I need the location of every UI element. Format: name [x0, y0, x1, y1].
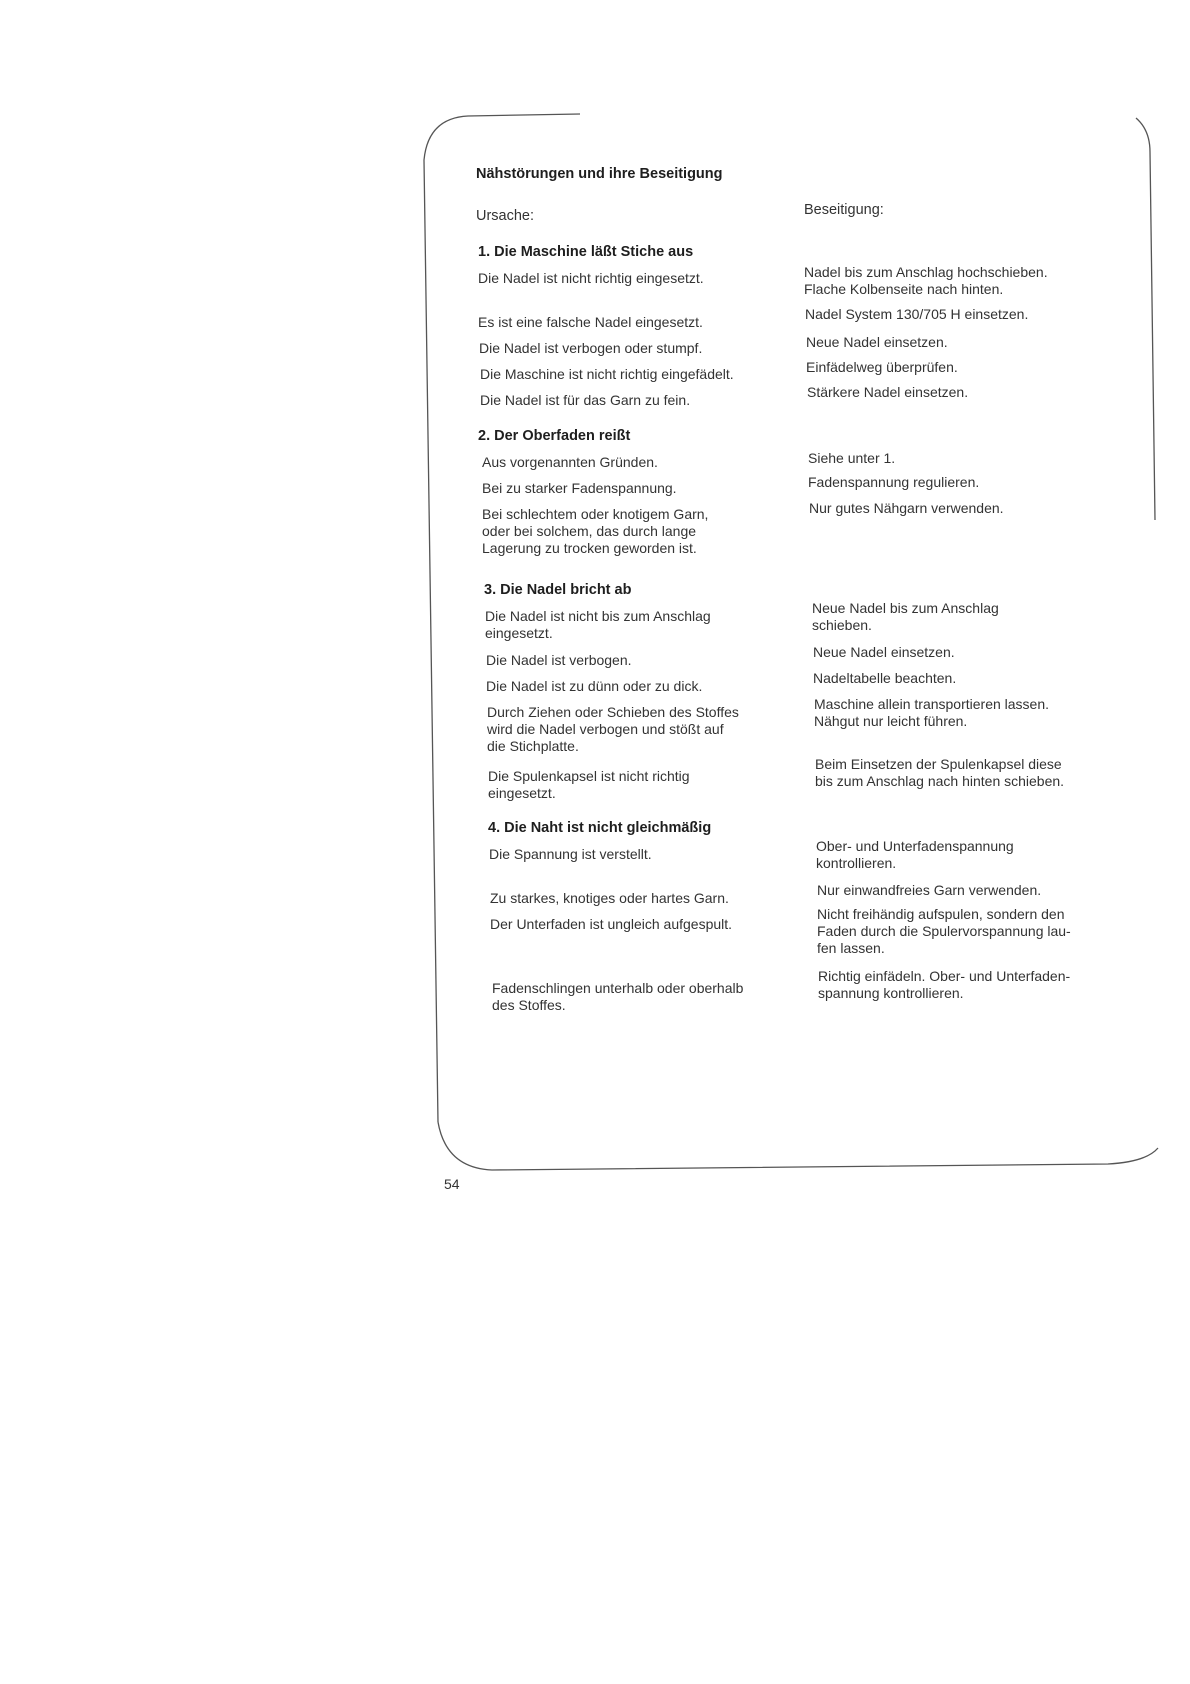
- page-number: 54: [444, 1176, 460, 1192]
- cause-text: Es ist eine falsche Nadel eingesetzt.: [478, 314, 703, 330]
- remedy-text: Beim Einsetzen der Spulenkapsel diese bis zum Anschlag nach hinten schieben.: [815, 756, 1065, 789]
- cause-text: Bei schlechtem oder knotigem Garn, oder bei solchem, das durch lange Lagerung zu trocken geworden ist.: [482, 506, 709, 556]
- section-heading: 2. Der Oberfaden reißt: [478, 428, 631, 444]
- cause-text: Die Nadel ist nicht richtig eingesetzt.: [478, 270, 704, 286]
- remedy-text: Einfädelweg überprüfen.: [806, 359, 958, 375]
- cause-text: Der Unterfaden ist ungleich aufgespult.: [490, 916, 733, 932]
- section-heading: 1. Die Maschine läßt Stiche aus: [478, 244, 694, 260]
- cause-text: Durch Ziehen oder Schieben des Stoffes wird die Nadel verbogen und stößt auf die Stichplatte.: [487, 704, 739, 754]
- cause-text: Die Spulenkapsel ist nicht richtig eingesetzt.: [488, 768, 690, 801]
- cause-text: Die Nadel ist verbogen oder stumpf.: [479, 340, 703, 356]
- remedy-text: Maschine allein transportieren lassen. Nähgut nur leicht führen.: [814, 696, 1050, 729]
- remedy-text: Nadel bis zum Anschlag hochschieben. Flache Kolbenseite nach hinten.: [804, 264, 1048, 297]
- cause-text: Die Nadel ist zu dünn oder zu dick.: [486, 678, 703, 694]
- remedy-text: Siehe unter 1.: [808, 450, 896, 466]
- remedy-text: Fadenspannung regulieren.: [808, 474, 980, 490]
- remedy-text: Neue Nadel einsetzen.: [813, 644, 955, 660]
- remedy-text: Neue Nadel bis zum Anschlag schieben.: [812, 600, 999, 633]
- remedy-text: Nicht freihändig aufspulen, sondern den Faden durch die Spulervorspannung lau- fen lassen.: [817, 906, 1071, 956]
- section-heading: 4. Die Naht ist nicht gleichmäßig: [488, 820, 712, 836]
- cause-text: Die Maschine ist nicht richtig eingefädelt.: [480, 366, 734, 382]
- remedy-text: Nur gutes Nähgarn verwenden.: [809, 500, 1004, 516]
- remedy-text: Stärkere Nadel einsetzen.: [807, 384, 969, 400]
- remedy-text: Nadeltabelle beachten.: [813, 670, 957, 686]
- cause-text: Die Spannung ist verstellt.: [489, 846, 652, 862]
- cause-text: Fadenschlingen unterhalb oder oberhalb des Stoffes.: [492, 980, 744, 1013]
- remedy-text: Ober- und Unterfadenspannung kontrollieren.: [816, 838, 1014, 871]
- cause-text: Bei zu starker Fadenspannung.: [482, 480, 677, 496]
- cause-text: Die Nadel ist nicht bis zum Anschlag eingesetzt.: [485, 608, 711, 641]
- cause-text: Die Nadel ist für das Garn zu fein.: [480, 392, 691, 408]
- remedy-text: Richtig einfädeln. Ober- und Unterfaden- spannung kontrollieren.: [818, 968, 1071, 1001]
- remedy-text: Neue Nadel einsetzen.: [806, 334, 948, 350]
- remedy-text: Nadel System 130/705 H einsetzen.: [805, 306, 1029, 322]
- cause-text: Aus vorgenannten Gründen.: [482, 454, 658, 470]
- cause-column-heading: Ursache:: [476, 208, 535, 224]
- cause-text: Die Nadel ist verbogen.: [486, 652, 632, 668]
- remedy-text: Nur einwandfreies Garn verwenden.: [817, 882, 1042, 898]
- remedy-column-heading: Beseitigung:: [804, 202, 884, 218]
- section-heading: 3. Die Nadel bricht ab: [484, 582, 632, 598]
- page-title: Nähstörungen und ihre Beseitigung: [476, 166, 723, 182]
- cause-text: Zu starkes, knotiges oder hartes Garn.: [490, 890, 729, 906]
